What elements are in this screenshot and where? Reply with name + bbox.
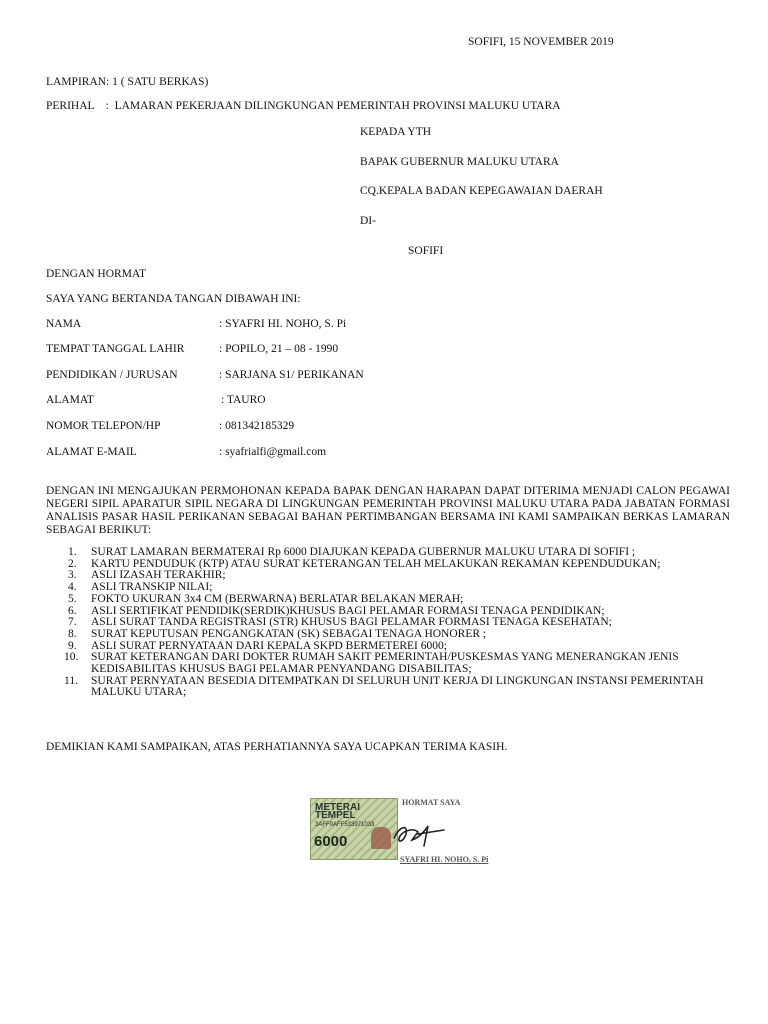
field-value: : SARJANA S1/ PERIKANAN (219, 369, 364, 381)
list-text: ASLI TRANSKIP NILAI; (91, 581, 213, 594)
list-item (46, 676, 736, 699)
field-value: : POPILO, 21 – 08 - 1990 (219, 343, 339, 355)
subject-line: PERIHAL : LAMARAN PEKERJAAN DILINGKUNGAN PEMERINTAH PROVINSI MALUKU UTARA (46, 100, 561, 112)
list-number: 10. (64, 651, 79, 664)
list-number: 8. (68, 627, 77, 640)
list-text: ASLI SERTIFIKAT PENDIDIK(SERDIK)KHUSUS BAGI PELAMAR FORMASI TENAGA PENDIDIKAN; (91, 604, 605, 617)
signer-name: SYAFRI HI. NOHO, S. Pi (400, 855, 489, 864)
attachment-line: LAMPIRAN: 1 ( SATU BERKAS) (46, 76, 209, 88)
field-label: PENDIDIKAN / JURUSAN (46, 369, 178, 381)
date-line: SOFIFI, 15 NOVEMBER 2019 (468, 36, 614, 48)
list-number: 11. (64, 674, 78, 687)
handwritten-signature-icon (388, 816, 448, 850)
list-text: ASLI IZASAH TERAKHIR; (91, 569, 226, 582)
list-text: SURAT LAMARAN BERMATERAI Rp 6000 DIAJUKAN KEPADA GUBERNUR MALUKU UTARA DI SOFIFI ; (91, 546, 636, 558)
list-text: KARTU PENDUDUK (KTP) ATAU SURAT KETERANGAN TELAH MELAKUKAN REKAMAN KEPENDUDUKAN; (91, 557, 661, 570)
field-value: : TAURO (221, 394, 266, 406)
list-number: 5. (68, 592, 77, 605)
recipient-line: KEPADA YTH (360, 126, 432, 138)
recipient-line: DI- (360, 215, 376, 227)
list-text: SURAT KETERANGAN DARI DOKTER RUMAH SAKIT PEMERINTAH/PUSKESMAS YANG MENERANGKAN JENIS KEDISABILITAS KHUSUS BAGI PELAMAR PENYANDANG DISABILITAS; (91, 651, 679, 676)
closing-line: DEMIKIAN KAMI SAMPAIKAN, ATAS PERHATIANNYA SAYA UCAPKAN TERIMA KASIH. (46, 741, 508, 753)
stamp-title: METERAI (315, 802, 360, 813)
field-value: : 081342185329 (219, 420, 295, 432)
list-number: 1. (68, 546, 77, 558)
field-value: : syafrialfi@gmail.com (219, 446, 327, 458)
field-label: NOMOR TELEPON/HP (46, 420, 161, 432)
greeting: DENGAN HORMAT (46, 268, 146, 280)
list-number: 7. (68, 616, 77, 629)
list-number: 4. (68, 581, 77, 594)
stamp-value: 6000 (314, 833, 348, 850)
list-number: 6. (68, 604, 77, 617)
list-text: SURAT KEPUTUSAN PENGANGKATAN (SK) SEBAGAI TENAGA HONORER ; (91, 627, 487, 640)
field-label: TEMPAT TANGGAL LAHIR (46, 343, 185, 355)
list-number: 9. (68, 639, 77, 652)
list-text: SURAT PERNYATAAN BESEDIA DITEMPATKAN DI SELURUH UNIT KERJA DI LINGKUNGAN INSTANSI PEMERINTAH MALUKU UTARA; (91, 674, 704, 699)
recipient-line: CQ.KEPALA BADAN KEPEGAWAIAN DAERAH (360, 185, 603, 197)
field-label: NAMA (46, 318, 82, 330)
list-text: FOKTO UKURAN 3x4 CM (BERWARNA) BERLATAR BELAKAN MERAH; (91, 592, 464, 605)
list-text: ASLI SURAT PERNYATAAN DARI KEPALA SKPD BERMETEREI 6000; (91, 639, 447, 652)
list-text: ASLI SURAT TANDA REGISTRASI (STR) KHUSUS BAGI PELAMAR FORMASI TENAGA KESEHATAN; (91, 616, 612, 629)
signature-block (310, 792, 510, 872)
revenue-stamp (310, 798, 398, 860)
body-paragraph: DENGAN INI MENGAJUKAN PERMOHONAN KEPADA BAPAK DENGAN HARAPAN DAPAT DITERIMA MENJADI CALON PEGAWAI NEGERI SIPIL APARATUR SIPIL NEGARA DI LINGKUNGAN PEMERINTAH PROVINSI MALUKU UTARA PADA JABATAN FORMASI ANALISIS PASAR HASIL PERIKANAN SEBAGAI BAHAN PERTIMBANGAN BERSAMA INI KAMI SAMPAIKAN BERKAS LAMARAN SEBAGAI BERIKUT: (46, 485, 730, 536)
list-number: 2. (68, 557, 77, 570)
list-item (46, 652, 736, 675)
recipient-line: BAPAK GUBERNUR MALUKU UTARA (360, 156, 559, 168)
document-list (46, 547, 736, 699)
stamp-subtitle: TEMPEL (315, 810, 356, 821)
field-label: ALAMAT E-MAIL (46, 446, 137, 458)
intro-line: SAYA YANG BERTANDA TANGAN DIBAWAH INI: (46, 293, 301, 305)
field-value: : SYAFRI HI. NOHO, S. Pi (219, 318, 347, 330)
list-number: 3. (68, 569, 77, 582)
field-label: ALAMAT (46, 394, 94, 406)
stamp-code: 3AFF0AFF533971033 (315, 822, 375, 828)
recipient-city: SOFIFI (408, 245, 444, 257)
regards-text: HORMAT SAYA (402, 798, 461, 807)
